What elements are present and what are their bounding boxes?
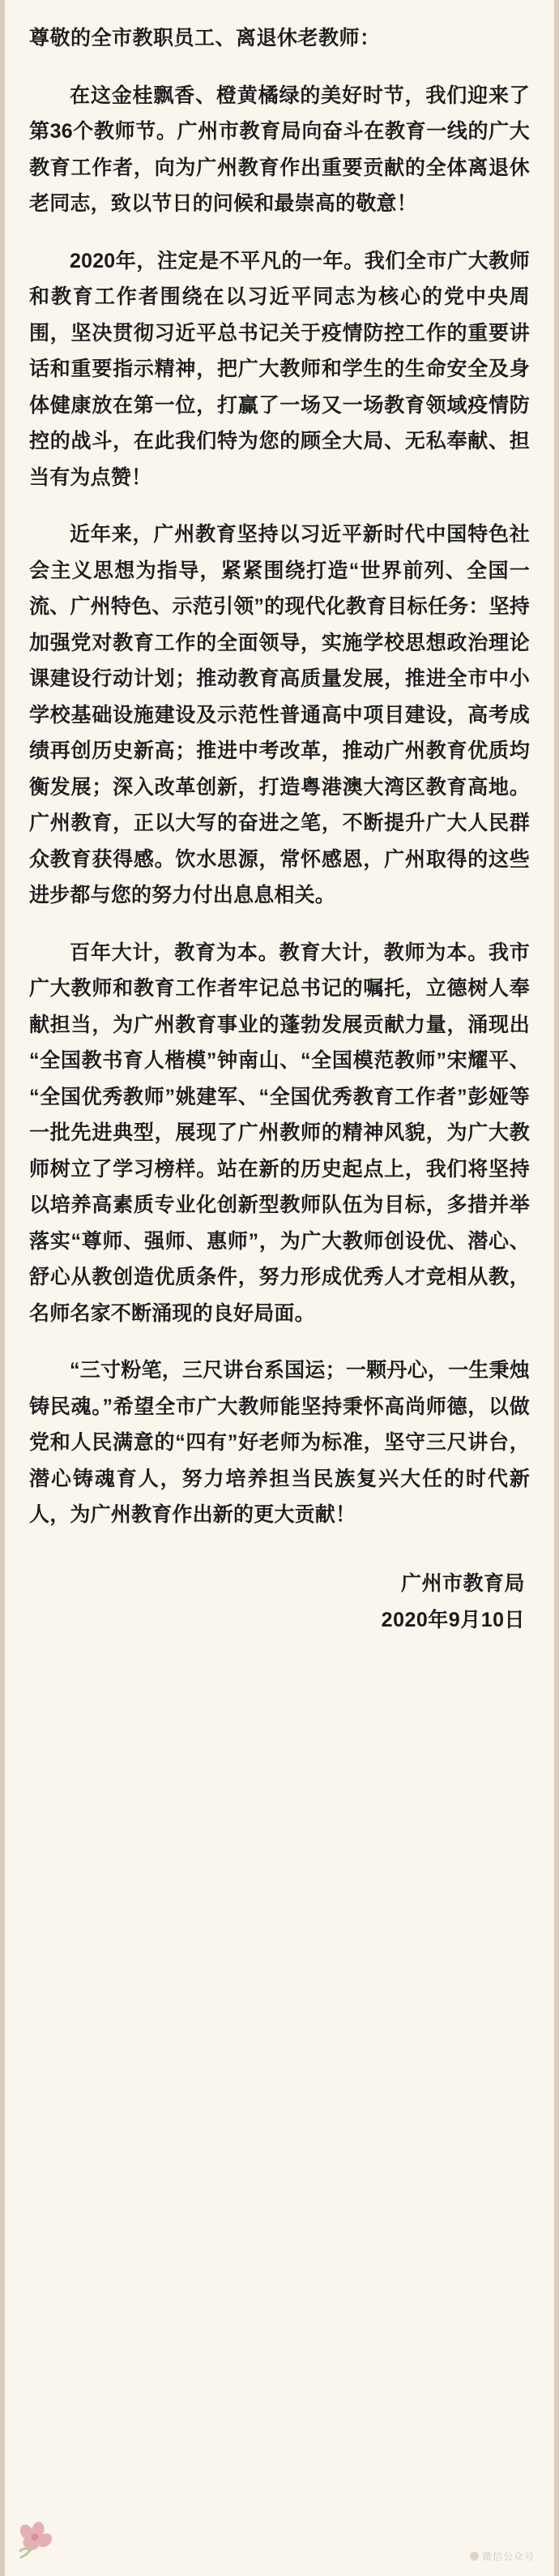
letter-paragraph-1: 在这金桂飘香、橙黄橘绿的美好时节，我们迎来了第36个教师节。广州市教育局向奋斗在教育一线的广大教育工作者，向为广州教育作出重要贡献的全体离退休老同志，致以节日的问候和最崇高的敬意！ [29, 84, 530, 216]
letter-salutation: 尊敬的全市教职员工、离退休老教师： [29, 27, 381, 49]
flower-icon [13, 2519, 58, 2565]
letter-paragraph-5: “三寸粉笔，三尺讲台系国运；一颗丹心，一生秉烛铸民魂。”希望全市广大教师能坚持秉怀高尚师德，以做党和人民满意的“四有”好老师为标准，坚守三尺讲台，潜心铸魂育人，努力培养担当民族复兴大任的时代新人，为广州教育作出新的更大贡献！ [29, 1359, 530, 1527]
letter-body [5, 0, 554, 1736]
signature-organization: 广州市教育局 [400, 1571, 525, 1595]
letter-paragraph-4: 百年大计，教育为本。教育大计，教师为本。我市广大教师和教育工作者牢记总书记的嘱托，立德树人奉献担当，为广州教育事业的蓬勃发展贡献力量，涌现出“全国教书育人楷模”钟南山、“全国模范教师”宋耀平、“全国优秀教师”姚建军、“全国优秀教育工作者”彭娅等一批先进典型，展现了广州教师的精神风貌，为广大教师树立了学习榜样。站在新的历史起点上，我们将坚持以培养高素质专业化创新型教师队伍为目标，多措并举落实“尊师、强师、惠师”，为广大教师创设优、潜心、舒心从教创造优质条件，努力形成优秀人才竞相从教，名师名家不断涌现的良好局面。 [29, 941, 530, 1325]
signature-date: 2020年9月10日 [381, 1608, 525, 1631]
footer-spacer [29, 1639, 530, 1736]
watermark [470, 2549, 535, 2563]
letter-paragraph-3: 近年来，广州教育坚持以习近平新时代中国特色社会主义思想为指导，紧紧围绕打造“世界前列、全国一流、广州特色、示范引领”的现代化教育目标任务：坚持加强党对教育工作的全面领导，实施学校思想政治理论课建设行动计划；推动教育高质量发展，推进全市中小学校基础设施建设及示范性普通高中项目建设，高考成绩再创历史新高；推进中考改革，推动广州教育优质均衡发展；深入改革创新，打造粤港澳大湾区教育高地。广州教育，正以大写的奋进之笔，不断提升广大人民群众教育获得感。饮水思源，常怀感恩，广州取得的这些进步都与您的努力付出息息相关。 [29, 523, 530, 907]
letter-paragraph-2: 2020年，注定是不平凡的一年。我们全市广大教师和教育工作者围绕在以习近平同志为核心的党中央周围，坚决贯彻习近平总书记关于疫情防控工作的重要讲话和重要指示精神，把广大教师和学生的生命安全及身体健康放在第一位，打赢了一场又一场教育领域疫情防控的战斗，在此我们特为您的顾全大局、无私奉献、担当有为点赞！ [29, 249, 530, 489]
signature-block [29, 1566, 530, 1639]
watermark-dot-icon [470, 2552, 479, 2561]
watermark-text: 微信公众号 [481, 2551, 535, 2562]
